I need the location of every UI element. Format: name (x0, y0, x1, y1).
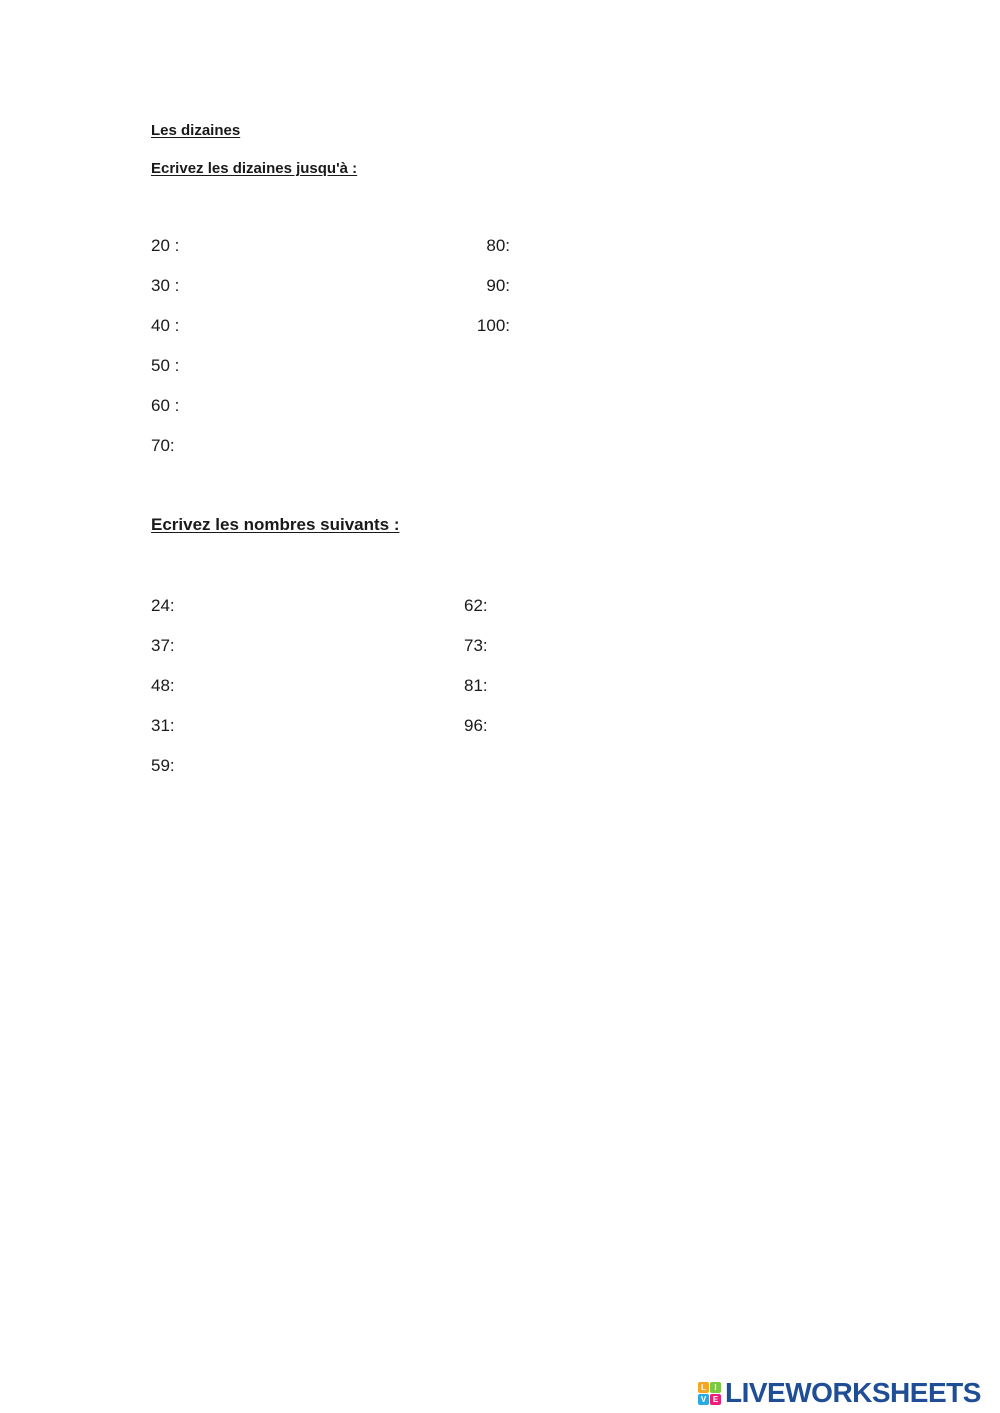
numbers-list-right (464, 594, 488, 754)
number-item: 37: (151, 636, 175, 655)
number-item: 48: (151, 676, 175, 695)
tens-item: 40 : (151, 316, 180, 335)
number-item: 96: (464, 716, 488, 735)
number-item: 62: (464, 596, 488, 615)
number-item: 24: (151, 596, 175, 615)
tens-item: 100: (476, 316, 510, 335)
brand-name: LIVEWORKSHEETS (725, 1377, 981, 1408)
number-item: 73: (464, 636, 488, 655)
numbers-heading: Ecrivez les nombres suivants : (151, 515, 400, 534)
worksheet-title: Les dizaines (151, 122, 241, 139)
liveworksheets-logo (698, 1378, 981, 1408)
number-item: 59: (151, 756, 175, 775)
tens-item: 90: (486, 276, 510, 295)
tens-item: 30 : (151, 276, 180, 295)
logo-letter: V (698, 1394, 709, 1405)
numbers-list-left (151, 594, 175, 794)
tens-heading: Ecrivez les dizaines jusqu'à : (151, 160, 358, 177)
tens-list-left (151, 234, 179, 474)
tens-list-right (470, 234, 510, 354)
logo-letter: L (698, 1382, 709, 1393)
number-item: 81: (464, 676, 488, 695)
tens-item: 20 : (151, 236, 180, 255)
tens-item: 70: (151, 436, 175, 455)
tens-item: 80: (486, 236, 510, 255)
number-item: 31: (151, 716, 175, 735)
logo-mark-icon (698, 1382, 721, 1405)
logo-letter: I (710, 1382, 721, 1393)
tens-item: 60 : (151, 396, 180, 415)
tens-item: 50 : (151, 356, 180, 375)
logo-letter: E (710, 1394, 721, 1405)
